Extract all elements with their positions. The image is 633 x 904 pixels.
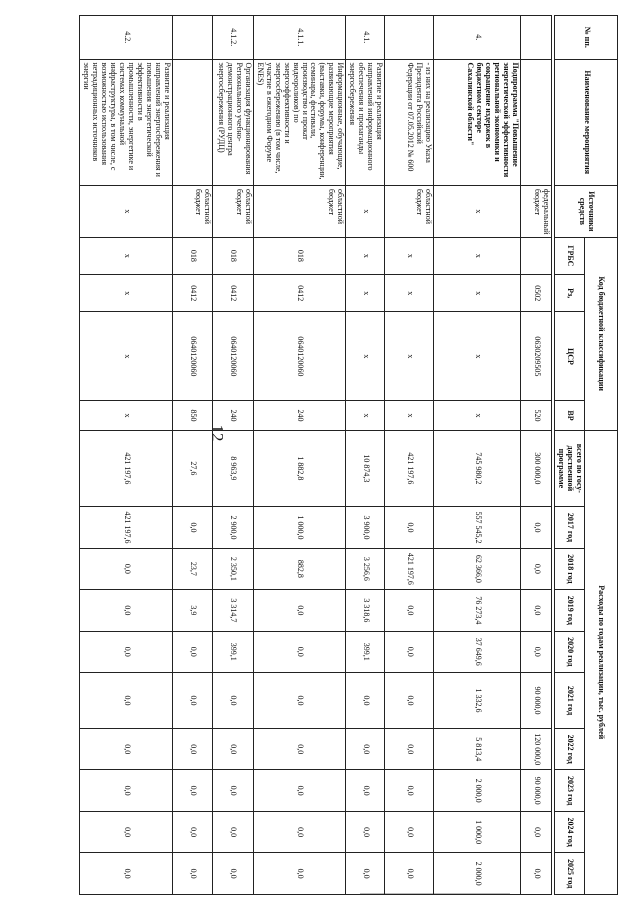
funding-source: областной бюджет xyxy=(172,185,212,237)
funding-source: федеральный бюджет xyxy=(521,185,552,237)
header-csr: ЦСР xyxy=(555,312,585,401)
value-2025: 2 000,0 xyxy=(434,853,521,895)
csr-code: х xyxy=(346,312,385,401)
value-2018: 882,8 xyxy=(253,548,346,589)
total-value: 8 963,9 xyxy=(212,430,253,507)
value-2023: 0,0 xyxy=(385,770,434,811)
total-value: 745 980,2 xyxy=(434,430,521,507)
value-2022: 0,0 xyxy=(80,728,173,769)
header-grbs: ГРБС xyxy=(555,237,585,274)
value-2017: 2 900,0 xyxy=(212,507,253,548)
header-source: Источники средств xyxy=(555,185,618,237)
value-2025: 0,0 xyxy=(80,853,173,895)
measure-name: Информационные, обучающие, развивающие мероприятия (выставки, форумы, конференции, семинары, фестивали, производство и прокат видеороликов) по энергоэффективности и энергосбережению (в том числе, участие в ежегодном Форуме ENES) xyxy=(253,59,346,185)
total-value: 10 874,3 xyxy=(346,430,385,507)
value-2025: 0,0 xyxy=(172,853,212,895)
grbs-code: 018 xyxy=(212,237,253,274)
value-2017: 421 197,6 xyxy=(80,507,173,548)
value-2025: 0,0 xyxy=(521,853,552,895)
expenditure-table xyxy=(79,15,618,895)
total-value: 421 197,6 xyxy=(385,430,434,507)
table-row xyxy=(385,16,434,895)
value-2022: 0,0 xyxy=(212,728,253,769)
vr-code: 850 xyxy=(172,401,212,430)
grbs-code: 018 xyxy=(172,237,212,274)
value-2022: 5 813,4 xyxy=(434,728,521,769)
row-number: 4.1.2. xyxy=(212,16,253,60)
value-2023: 0,0 xyxy=(253,770,346,811)
rz-code: х xyxy=(80,275,173,312)
funding-source: областной бюджет xyxy=(253,185,346,237)
value-2021: 1 332,6 xyxy=(434,673,521,729)
value-2018: 62 366,0 xyxy=(434,548,521,589)
table-row xyxy=(521,16,552,895)
measure-name: Организация функционирования Регионального учебно-демонстрационного центра энергосбережения (РУДЦ) xyxy=(212,59,253,185)
measure-name xyxy=(172,59,212,185)
csr-code: 0630209505 xyxy=(521,312,552,401)
value-2024: 0,0 xyxy=(80,811,173,852)
grbs-code: х xyxy=(80,237,173,274)
value-2019: 0,0 xyxy=(253,590,346,631)
header-vr: ВР xyxy=(555,401,585,430)
value-2021: 0,0 xyxy=(346,673,385,729)
vr-code: х xyxy=(80,401,173,430)
table-frame xyxy=(40,15,618,895)
vr-code: х xyxy=(385,401,434,430)
row-number xyxy=(385,16,434,60)
rz-code: х xyxy=(346,275,385,312)
row-number: 4.1. xyxy=(346,16,385,60)
total-value: 27,6 xyxy=(172,430,212,507)
rz-code: 0412 xyxy=(212,275,253,312)
value-2021: 0,0 xyxy=(172,673,212,729)
value-2024: 0,0 xyxy=(172,811,212,852)
value-2019: 76 273,4 xyxy=(434,590,521,631)
header-no: № пп. xyxy=(555,16,618,60)
value-2025: 0,0 xyxy=(385,853,434,895)
value-2020: 399,1 xyxy=(212,631,253,672)
value-2017: 1 000,0 xyxy=(253,507,346,548)
value-2020: 0,0 xyxy=(385,631,434,672)
value-2019: 3 318,6 xyxy=(346,590,385,631)
value-2018: 3 256,6 xyxy=(346,548,385,589)
funding-source: х xyxy=(80,185,173,237)
value-2021: 0,0 xyxy=(80,673,173,729)
value-2019: 0,0 xyxy=(385,590,434,631)
vr-code: х xyxy=(346,401,385,430)
value-2024: 0,0 xyxy=(521,811,552,852)
value-2021: 0,0 xyxy=(385,673,434,729)
table-row xyxy=(172,16,212,895)
vr-code: 240 xyxy=(253,401,346,430)
value-2025: 0,0 xyxy=(346,853,385,895)
total-value: 1 882,8 xyxy=(253,430,346,507)
table-row xyxy=(80,16,173,895)
value-2023: 0,0 xyxy=(172,770,212,811)
total-value: 421 197,6 xyxy=(80,430,173,507)
value-2024: 1 000,0 xyxy=(434,811,521,852)
value-2022: 0,0 xyxy=(172,728,212,769)
vr-code: х xyxy=(434,401,521,430)
vr-code: 520 xyxy=(521,401,552,430)
header-2023: 2023 год xyxy=(555,770,585,811)
value-2022: 0,0 xyxy=(253,728,346,769)
table-row xyxy=(346,16,385,895)
value-2021: 0,0 xyxy=(253,673,346,729)
value-2017: 0,0 xyxy=(172,507,212,548)
funding-source: областной бюджет xyxy=(385,185,434,237)
value-2021: 0,0 xyxy=(212,673,253,729)
measure-name: Развитие и реализация направлений информационного обеспечения и пропаганды энергосбережения xyxy=(346,59,385,185)
table-row xyxy=(212,16,253,895)
value-2023: 2 000,0 xyxy=(434,770,521,811)
csr-code: 0640120060 xyxy=(253,312,346,401)
value-2024: 0,0 xyxy=(253,811,346,852)
csr-code: х xyxy=(80,312,173,401)
value-2018: 23,7 xyxy=(172,548,212,589)
grbs-code: х xyxy=(346,237,385,274)
grbs-code: 018 xyxy=(253,237,346,274)
value-2023: 90 000,0 xyxy=(521,770,552,811)
header-2019: 2019 год xyxy=(555,590,585,631)
value-2019: 0,0 xyxy=(80,590,173,631)
value-2020: 0,0 xyxy=(521,631,552,672)
value-2020: 0,0 xyxy=(80,631,173,672)
funding-source: х xyxy=(346,185,385,237)
header-total: всего по госу-дарственной программе xyxy=(555,430,585,507)
rz-code: 0412 xyxy=(253,275,346,312)
value-2024: 0,0 xyxy=(385,811,434,852)
value-2017: 3 900,0 xyxy=(346,507,385,548)
header-2021: 2021 год xyxy=(555,673,585,729)
value-2023: 0,0 xyxy=(80,770,173,811)
value-2024: 0,0 xyxy=(212,811,253,852)
csr-code: х xyxy=(434,312,521,401)
value-2020: 0,0 xyxy=(253,631,346,672)
value-2017: 0,0 xyxy=(521,507,552,548)
value-2020: 0,0 xyxy=(172,631,212,672)
rz-code: х xyxy=(434,275,521,312)
header-2024: 2024 год xyxy=(555,811,585,852)
grbs-code: х xyxy=(385,237,434,274)
csr-code: 0640120060 xyxy=(212,312,253,401)
funding-source: х xyxy=(434,185,521,237)
value-2025: 0,0 xyxy=(253,853,346,895)
row-number xyxy=(172,16,212,60)
value-2025: 0,0 xyxy=(212,853,253,895)
page-number: 12 xyxy=(208,424,227,442)
row-number xyxy=(521,16,552,60)
header-2018: 2018 год xyxy=(555,548,585,589)
row-number: 4.2. xyxy=(80,16,173,60)
header-2017: 2017 год xyxy=(555,507,585,548)
header-budget-code: Код бюджетной классификации xyxy=(585,237,618,430)
rotated-document xyxy=(40,15,618,895)
value-2017: 0,0 xyxy=(385,507,434,548)
value-2023: 0,0 xyxy=(212,770,253,811)
value-2021: 90 000,0 xyxy=(521,673,552,729)
header-2020: 2020 год xyxy=(555,631,585,672)
value-2022: 0,0 xyxy=(346,728,385,769)
rz-code: х xyxy=(385,275,434,312)
funding-source: областной бюджет xyxy=(212,185,253,237)
vr-code: 240 xyxy=(212,401,253,430)
value-2018: 2 350,1 xyxy=(212,548,253,589)
row-separator xyxy=(552,16,555,895)
total-value: 300 000,0 xyxy=(521,430,552,507)
value-2018: 0,0 xyxy=(80,548,173,589)
measure-name: Подпрограмма "Повышение энергетической эффективности региональной экономики и сокращение издержек в бюджетном секторе Сахалинской области" xyxy=(434,59,521,185)
value-2020: 399,1 xyxy=(346,631,385,672)
rz-code: 0412 xyxy=(172,275,212,312)
value-2018: 0,0 xyxy=(521,548,552,589)
header-2025: 2025 год xyxy=(555,853,585,895)
value-2024: 0,0 xyxy=(346,811,385,852)
row-number: 4. xyxy=(434,16,521,60)
value-2019: 3 314,7 xyxy=(212,590,253,631)
row-number: 4.1.1. xyxy=(253,16,346,60)
rz-code: 0502 xyxy=(521,275,552,312)
header-2022: 2022 год xyxy=(555,728,585,769)
value-2018: 421 197,6 xyxy=(385,548,434,589)
measure-name: Развитие и реализация направлений энергосбережения и повышения энергетической эффективности в промышленности, энергетике и системах коммунальной инфраструктуры, в том числе, с возможностью использования нетрадиционных источников энергии xyxy=(80,59,173,185)
grbs-code xyxy=(521,237,552,274)
value-2019: 3,9 xyxy=(172,590,212,631)
value-2022: 120 000,0 xyxy=(521,728,552,769)
header-name: Наименование мероприятия xyxy=(555,59,618,185)
measure-name: - из них на реализацию Указа Президента Российской Федерации от 07.05.2012 № 600 xyxy=(385,59,434,185)
header-expenses: Расходы по годам реализации, тыс. рублей xyxy=(585,430,618,894)
measure-name xyxy=(521,59,552,185)
value-2017: 557 545,2 xyxy=(434,507,521,548)
value-2020: 37 649,6 xyxy=(434,631,521,672)
value-2022: 0,0 xyxy=(385,728,434,769)
table-row xyxy=(253,16,346,895)
table-row xyxy=(434,16,521,895)
value-2019: 0,0 xyxy=(521,590,552,631)
grbs-code: х xyxy=(434,237,521,274)
csr-code: 0640120060 xyxy=(172,312,212,401)
value-2023: 0,0 xyxy=(346,770,385,811)
header-rz: Рз, xyxy=(555,275,585,312)
csr-code: х xyxy=(385,312,434,401)
